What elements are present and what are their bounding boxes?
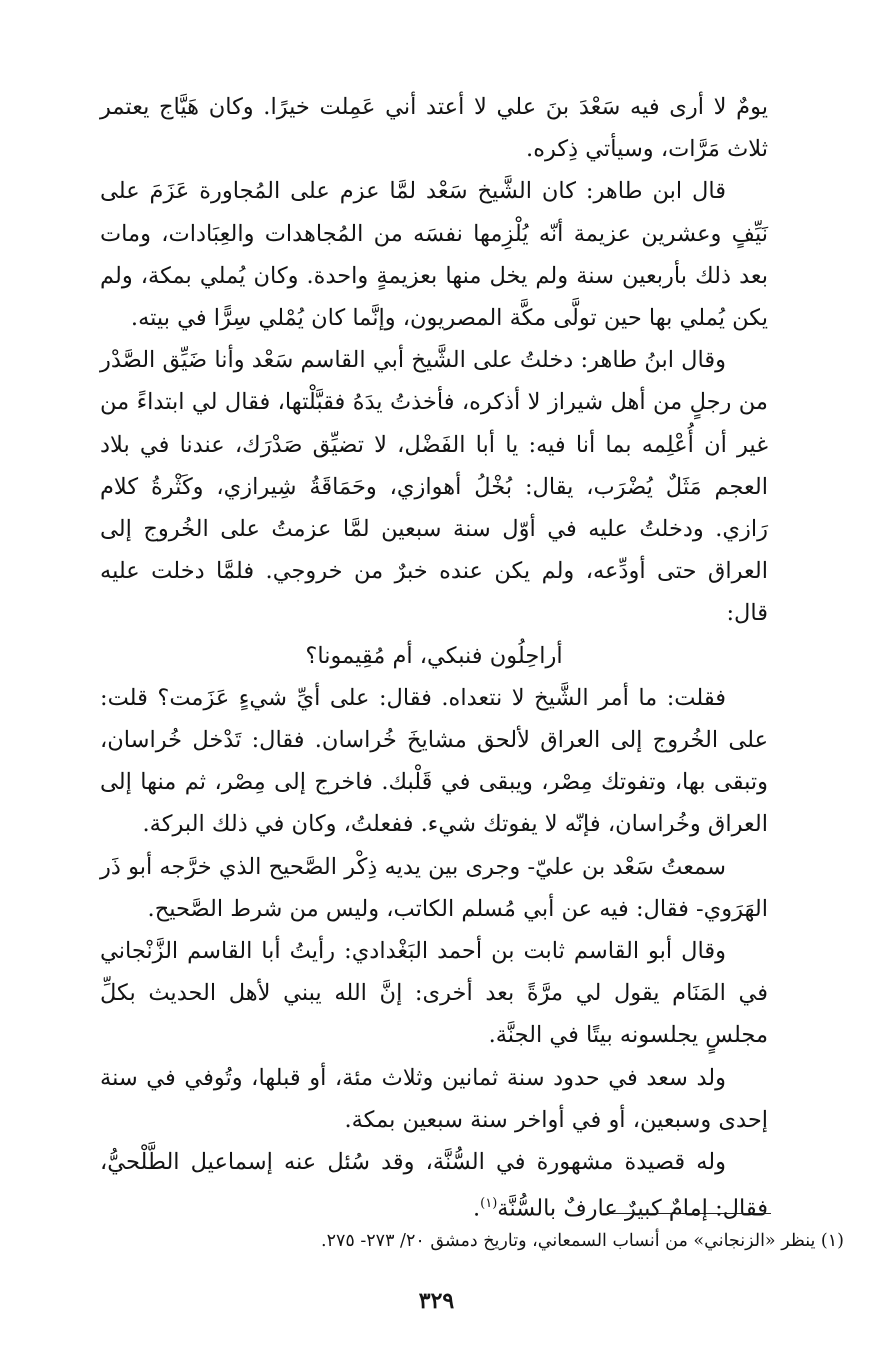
paragraph-1: يومٌ لا أرى فيه سَعْدَ بنَ علي لا أعتد أني عَمِلت خيرًا. وكان هَيَّاج يعتمر ثلاث مَرَّات، وسيأتي ذِكره.	[100, 94, 768, 163]
footnote-reference: (١)	[480, 1196, 498, 1212]
paragraph-8	[100, 1141, 768, 1230]
paragraph-2: قال ابن طاهر: كان الشَّيخ سَعْد لمَّا عزم على المُجاورة عَزَمَ على نَيِّفٍ وعشرين عزيمة أنّه يُلْزِمها نفسَه من المُجاهدات والعِبَادات، ومات بعد ذلك بأربعين سنة ولم يخل منها بعزيمةٍ واحدة. وكان يُملي بمكة، ولم يكن يُملي بها حين تولَّى مكَّة المصريون، وإنَّما كان يُمْلي سِرًّا في بيته.	[100, 178, 768, 332]
verse-line: أراحِلُون فنبكي، أم مُقِيمونا؟	[305, 642, 563, 669]
paragraph-end-mark: .	[473, 1195, 481, 1222]
paragraph-6: وقال أبو القاسم ثابت بن أحمد البَغْدادي: رأيتُ أبا القاسم الزَّنْجاني في المَنَام يقول لي مرَّةً بعد أخرى: إنَّ الله يبني لأهل الحديث بكلِّ مجلسٍ يجلسونه بيتًا في الجنَّة.	[100, 938, 768, 1049]
footnote-separator	[603, 1213, 771, 1214]
footnote: (١) ينظر «الزنجاني» من أنساب السمعاني، وتاريخ دمشق ٢٠/ ٢٧٣- ٢٧٥.	[321, 1231, 844, 1251]
page-number: ٣٢٩	[418, 1288, 455, 1314]
paragraph-8-text: وله قصيدة مشهورة في السُّنَّة، وقد سُئل عنه إسماعيل الطَّلْحيُّ، فقال: إمامٌ كبيرٌ عارفٌ بالسُّنَّة	[100, 1149, 768, 1222]
paragraph-5: سمعتُ سَعْد بن عليّ- وجرى بين يديه ذِكْر الصَّحيح الذي خرَّجه أبو ذَر الهَرَوي- فقال: فيه عن أبي مُسلم الكاتب، وليس من شرط الصَّحيح.	[100, 853, 768, 922]
main-text	[100, 86, 768, 1230]
paragraph-7: ولد سعد في حدود سنة ثمانين وثلاث مئة، أو قبلها، وتُوفي في سنة إحدى وسبعين، أو في أواخر سنة سبعين بمكة.	[100, 1064, 768, 1133]
paragraph-3: وقال ابنُ طاهر: دخلتُ على الشَّيخ أبي القاسم سَعْد وأنا ضَيِّق الصَّدْر من رجلٍ من أهل شيراز لا أذكره، فأخذتُ يدَهُ فقبَّلْتها، فقال لي ابتداءً من غير أن أُعْلِمه بما أنا فيه: يا أبا الفَضْل، لا تضيِّق صَدْرَك، عندنا في بلاد العجم مَثَلٌ يُضْرَب، يقال: بُخْلُ أهوازي، وحَمَاقَةُ شِيرازي، وكَثْرةُ كلام رَازي. ودخلتُ عليه في أوّل سنة سبعين لمَّا عزمتُ على الخُروج إلى العراق حتى أودِّعه، ولم يكن عنده خبرٌ من خروجي. فلمَّا دخلت عليه قال:	[100, 347, 768, 627]
paragraph-4: فقلت: ما أمر الشَّيخ لا نتعداه. فقال: على أيِّ شيءٍ عَزَمت؟ قلت: على الخُروج إلى العراق لألحق مشايخَ خُراسان. فقال: تَدْخل خُراسان، وتبقى بها، وتفوتك مِصْر، ويبقى في قَلْبك. فاخرج إلى مِصْر، ثم منها إلى العراق وخُراسان، فإنّه لا يفوتك شيء. ففعلتُ، وكان في ذلك البركة.	[100, 684, 768, 838]
